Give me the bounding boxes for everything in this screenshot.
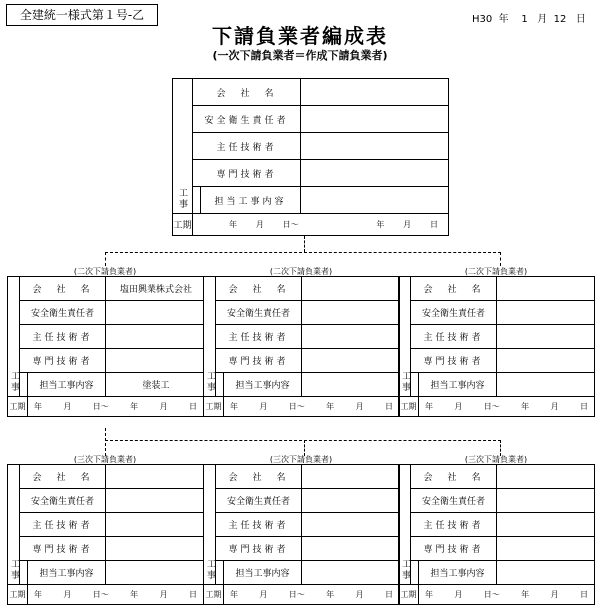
company-label: 会 社 名 — [216, 277, 302, 301]
kouji-cell — [399, 465, 411, 585]
date-month: 1 — [521, 14, 528, 25]
period-day-end: 日 — [429, 220, 438, 229]
safety-field[interactable] — [302, 301, 400, 325]
kouji-cell — [399, 277, 411, 397]
kouji-cell — [8, 465, 20, 585]
second-header-2: (二次下請負業者) — [464, 267, 528, 276]
chief-field[interactable] — [106, 325, 204, 349]
third-header-2: (三次下請負業者) — [464, 455, 528, 464]
spacer-cell — [411, 373, 419, 397]
safety-field[interactable] — [106, 301, 204, 325]
period-day-end: 日 — [384, 590, 393, 599]
kouji-cell — [173, 79, 193, 214]
work-content-field[interactable] — [497, 561, 595, 585]
primary-work-content-field[interactable] — [301, 187, 449, 214]
kouji-label: 工事 — [9, 371, 19, 393]
kouki-label: 工期 — [8, 585, 28, 605]
kouki-label: 工期 — [399, 585, 419, 605]
specialist-field[interactable] — [302, 349, 400, 373]
spacer-cell — [216, 373, 224, 397]
period-year-end: 年 — [326, 590, 335, 599]
period-field[interactable] — [28, 585, 204, 605]
period-day-start: 日～ — [282, 220, 299, 229]
period-year: 年 — [425, 590, 433, 599]
safety-officer-label: 安全衛生責任者 — [216, 489, 302, 513]
chief-engineer-label: 主任技術者 — [411, 513, 497, 537]
chief-field[interactable] — [106, 513, 204, 537]
period-day-end: 日 — [579, 590, 588, 599]
period-year: 年 — [230, 402, 238, 411]
kouji-label: 工事 — [205, 559, 215, 581]
chief-field[interactable] — [497, 513, 595, 537]
period-month: 月 — [63, 590, 72, 599]
period-year: 年 — [229, 220, 237, 229]
kouji-cell — [204, 277, 216, 397]
period-day-end: 日 — [384, 402, 393, 411]
period-day-end: 日 — [188, 402, 197, 411]
work-content-label: 担当工事内容 — [28, 373, 106, 397]
work-content-field[interactable] — [106, 561, 204, 585]
period-year-end: 年 — [326, 402, 335, 411]
work-content-field[interactable]: 塗装工 — [106, 373, 204, 397]
kouji-label: 工事 — [9, 559, 19, 581]
chief-field[interactable] — [497, 325, 595, 349]
specialist-engineer-label: 専門技術者 — [193, 160, 301, 187]
spacer-cell — [193, 187, 201, 214]
company-field[interactable] — [106, 465, 204, 489]
period-month: 月 — [255, 220, 264, 229]
primary-chief-field[interactable] — [301, 133, 449, 160]
period-year: 年 — [34, 402, 42, 411]
period-month-end: 月 — [355, 402, 364, 411]
period-year-end: 年 — [130, 402, 139, 411]
connector-primary-down — [304, 236, 305, 252]
period-month: 月 — [454, 402, 463, 411]
company-field[interactable] — [302, 277, 400, 301]
company-label: 会 社 名 — [411, 465, 497, 489]
work-content-field[interactable] — [302, 373, 400, 397]
second-header-0: (二次下請負業者) — [73, 267, 137, 276]
period-month-end: 月 — [550, 590, 559, 599]
period-day-end: 日 — [188, 590, 197, 599]
second-contractor-table — [398, 276, 595, 417]
chief-engineer-label: 主任技術者 — [193, 133, 301, 160]
third-header-1: (三次下請負業者) — [269, 455, 333, 464]
specialist-engineer-label: 専門技術者 — [20, 349, 106, 373]
period-day-start: 日～ — [92, 590, 109, 599]
period-month-end: 月 — [403, 220, 412, 229]
chief-engineer-label: 主任技術者 — [20, 513, 106, 537]
kouki-label: 工期 — [204, 397, 224, 417]
period-field[interactable] — [28, 397, 204, 417]
work-content-label: 担当工事内容 — [419, 373, 497, 397]
second-contractor-table — [203, 276, 400, 417]
company-label: 会 社 名 — [20, 277, 106, 301]
specialist-field[interactable] — [106, 537, 204, 561]
period-month-end: 月 — [159, 590, 168, 599]
primary-company-field[interactable] — [301, 79, 449, 106]
third-contractor-table — [7, 464, 204, 605]
period-day-start: 日～ — [288, 402, 305, 411]
second-contractor-table — [7, 276, 204, 417]
third-contractor-table — [398, 464, 595, 605]
connector-second-bar — [105, 252, 501, 253]
chief-field[interactable] — [302, 325, 400, 349]
safety-officer-label: 安全衛生責任者 — [216, 301, 302, 325]
specialist-field[interactable] — [302, 537, 400, 561]
company-field[interactable]: 塩田興業株式会社 — [106, 277, 204, 301]
specialist-field[interactable] — [497, 537, 595, 561]
chief-engineer-label: 主任技術者 — [20, 325, 106, 349]
company-field[interactable] — [497, 465, 595, 489]
spacer-cell — [216, 561, 224, 585]
specialist-field[interactable] — [106, 349, 204, 373]
spacer-cell — [411, 561, 419, 585]
date-day-unit: 日 — [575, 14, 586, 25]
specialist-engineer-label: 専門技術者 — [411, 349, 497, 373]
period-day-end: 日 — [579, 402, 588, 411]
primary-safety-field[interactable] — [301, 106, 449, 133]
specialist-engineer-label: 専門技術者 — [20, 537, 106, 561]
chief-engineer-label: 主任技術者 — [411, 325, 497, 349]
page-subtitle: (一次下請負業者＝作成下請負業者) — [212, 49, 388, 62]
kouji-label: 工事 — [400, 559, 410, 581]
date-day: 12 — [553, 14, 567, 25]
safety-officer-label: 安全衛生責任者 — [411, 301, 497, 325]
work-content-field[interactable] — [497, 373, 595, 397]
period-year: 年 — [425, 402, 433, 411]
period-year-end: 年 — [130, 590, 139, 599]
date-month-unit: 月 — [537, 14, 548, 25]
kouki-label: 工期 — [399, 397, 419, 417]
period-month-end: 月 — [159, 402, 168, 411]
safety-field[interactable] — [106, 489, 204, 513]
period-month: 月 — [259, 590, 268, 599]
specialist-field[interactable] — [497, 349, 595, 373]
period-year-end: 年 — [376, 220, 385, 229]
connector-third-left — [105, 428, 106, 456]
period-year: 年 — [34, 590, 42, 599]
form-number-label: 全建統一様式第１号-乙 — [6, 4, 158, 26]
chief-field[interactable] — [302, 513, 400, 537]
period-year: 年 — [230, 590, 238, 599]
work-content-label: 担当工事内容 — [224, 561, 302, 585]
period-year-end: 年 — [521, 590, 530, 599]
work-content-label: 担当工事内容 — [224, 373, 302, 397]
specialist-engineer-label: 専門技術者 — [216, 537, 302, 561]
work-content-label: 担当工事内容 — [419, 561, 497, 585]
specialist-engineer-label: 専門技術者 — [216, 349, 302, 373]
kouji-label: 工事 — [177, 188, 187, 210]
primary-specialist-field[interactable] — [301, 160, 449, 187]
kouji-label: 工事 — [400, 371, 410, 393]
safety-field[interactable] — [497, 489, 595, 513]
period-field[interactable] — [224, 585, 400, 605]
company-label: 会 社 名 — [20, 465, 106, 489]
period-field[interactable] — [419, 397, 595, 417]
third-contractor-table — [203, 464, 400, 605]
period-day-start: 日～ — [483, 590, 500, 599]
spacer-cell — [20, 561, 28, 585]
chief-engineer-label: 主任技術者 — [216, 325, 302, 349]
period-day-start: 日～ — [92, 402, 109, 411]
document-date — [472, 10, 586, 25]
primary-contractor-table — [172, 78, 449, 236]
work-content-label: 担当工事内容 — [201, 187, 301, 214]
safety-officer-label: 安全衛生責任者 — [411, 489, 497, 513]
company-field[interactable] — [302, 465, 400, 489]
kouji-cell — [204, 465, 216, 585]
period-field[interactable] — [224, 397, 400, 417]
period-day-start: 日～ — [483, 402, 500, 411]
kouji-label: 工事 — [205, 371, 215, 393]
period-month-end: 月 — [550, 402, 559, 411]
period-day-start: 日～ — [288, 590, 305, 599]
date-era-year: H30 — [472, 14, 493, 25]
period-year-end: 年 — [521, 402, 530, 411]
work-content-field[interactable] — [302, 561, 400, 585]
period-month: 月 — [63, 402, 72, 411]
third-header-0: (三次下請負業者) — [73, 455, 137, 464]
company-field[interactable] — [497, 277, 595, 301]
period-month: 月 — [454, 590, 463, 599]
connector-second-right — [500, 252, 501, 266]
date-year-unit: 年 — [498, 14, 509, 25]
connector-second-left — [105, 252, 106, 266]
period-month: 月 — [259, 402, 268, 411]
period-month-end: 月 — [355, 590, 364, 599]
kouki-label: 工期 — [8, 397, 28, 417]
company-label: 会 社 名 — [216, 465, 302, 489]
connector-third-bar — [105, 440, 501, 441]
safety-officer-label: 安全衛生責任者 — [20, 489, 106, 513]
safety-officer-label: 安全衛生責任者 — [193, 106, 301, 133]
work-content-label: 担当工事内容 — [28, 561, 106, 585]
safety-field[interactable] — [302, 489, 400, 513]
period-field[interactable] — [419, 585, 595, 605]
page-title: 下請負業者編成表 — [212, 24, 388, 48]
second-header-1: (二次下請負業者) — [269, 267, 333, 276]
safety-field[interactable] — [497, 301, 595, 325]
chief-engineer-label: 主任技術者 — [216, 513, 302, 537]
kouki-label: 工期 — [173, 214, 193, 236]
safety-officer-label: 安全衛生責任者 — [20, 301, 106, 325]
company-label: 会 社 名 — [193, 79, 301, 106]
kouji-cell — [8, 277, 20, 397]
primary-period-field[interactable] — [193, 214, 449, 236]
spacer-cell — [20, 373, 28, 397]
specialist-engineer-label: 専門技術者 — [411, 537, 497, 561]
kouki-label: 工期 — [204, 585, 224, 605]
company-label: 会 社 名 — [411, 277, 497, 301]
